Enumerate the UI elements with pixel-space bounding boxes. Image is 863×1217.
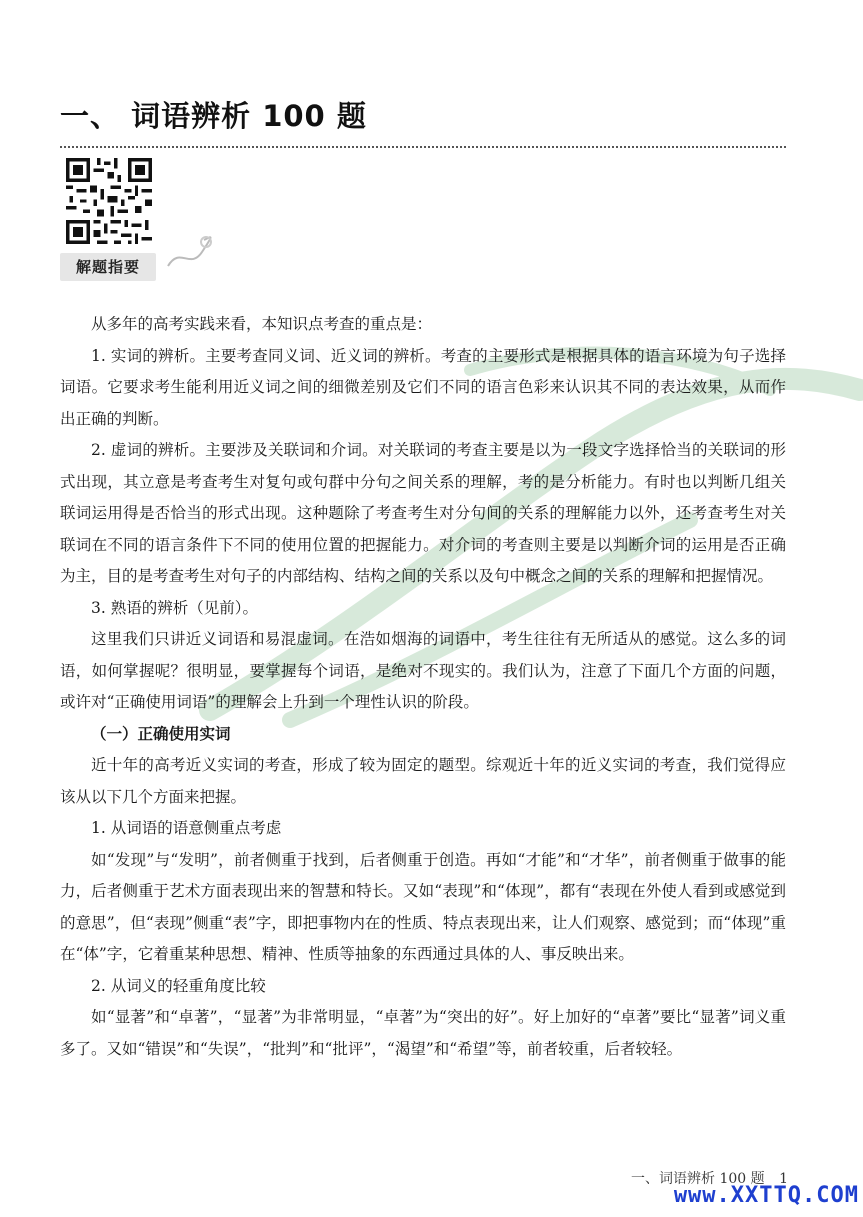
paragraph: 2. 虚词的辨析。主要涉及关联词和介词。对关联词的考查主要是以为一段文字选择恰当的关联词的形式出现，其立意是考查考生对复句或句群中分句之间关系的理解，考的是分析能力。有时也以判断几组关联词运用得是否恰当的形式出现。这种题除了考查考生对分句间的关系的理解能力以外，还考查考生对关联词在不同的语言条件下不同的使用位置的把握能力。对介词的考查则主要是以判断介词的运用是否正确为主，目的是考查考生对句子的内部结构、结构之间的关系以及句中概念之间的关系的理解和把握情况。 xyxy=(60,441,786,585)
paragraph: 1. 从词语的语意侧重点考虑 xyxy=(91,819,282,837)
body-text xyxy=(60,309,786,1065)
subheading: （一）正确使用实词 xyxy=(91,724,231,743)
qr-code-icon xyxy=(66,158,152,244)
page-number: 1 xyxy=(779,1171,788,1187)
section-tag: 解题指要 xyxy=(60,253,156,281)
paragraph: 3. 熟语的辨析（见前）。 xyxy=(91,598,258,617)
paragraph: 1. 实词的辨析。主要考查同义词、近义词的辨析。考查的主要形式是根据具体的语言环境为句子选择词语。它要求考生能利用近义词之间的细微差别及它们不同的语言色彩来认识其不同的表达效果，从而作出正确的判断。 xyxy=(60,346,786,428)
paragraph: 2. 从词义的轻重角度比较 xyxy=(91,976,266,995)
paragraph: 这里我们只讲近义词语和易混虚词。在浩如烟海的词语中，考生往往有无所适从的感觉。这么多的词语，如何掌握呢？很明显，要掌握每个词语，是绝对不现实的。我们认为，注意了下面几个方面的问题，或许对“正确使用词语”的理解会上升到一个理性认识的阶段。 xyxy=(60,630,786,711)
paragraph: 如“显著”和“卓著”，“显著”为非常明显，“卓著”为“突出的好”。好上加好的“卓著”要比“显著”词义重多了。又如“错误”和“失误”，“批判”和“批评”，“渴望”和“希望”等，前者较重，后者较轻。 xyxy=(60,1008,786,1058)
site-watermark: www.XXTTQ.COM xyxy=(673,1183,859,1208)
swirl-decoration-icon xyxy=(160,226,220,276)
paragraph: 从多年的高考实践来看，本知识点考查的重点是： xyxy=(91,315,433,333)
title-divider xyxy=(60,146,786,148)
page-title: 一、 词语辨析 100 题 xyxy=(60,99,367,133)
paragraph: 近十年的高考近义实词的考查，形成了较为固定的题型。综观近十年的近义实词的考查，我们觉得应该从以下几个方面来把握。 xyxy=(60,756,786,806)
running-head: 一、词语辨析 100 题 xyxy=(631,1171,765,1187)
paragraph: 如“发现”与“发明”，前者侧重于找到，后者侧重于创造。再如“才能”和“才华”，前者侧重于做事的能力，后者侧重于艺术方面表现出来的智慧和特长。又如“表现”和“体现”，都有“表现在外使人看到或感觉到的意思”，但“表现”侧重“表”字，即把事物内在的性质、特点表现出来，让人们观察、感觉到；而“体现”重在“体”字，它着重某种思想、精神、性质等抽象的东西通过具体的人、事反映出来。 xyxy=(60,850,786,963)
